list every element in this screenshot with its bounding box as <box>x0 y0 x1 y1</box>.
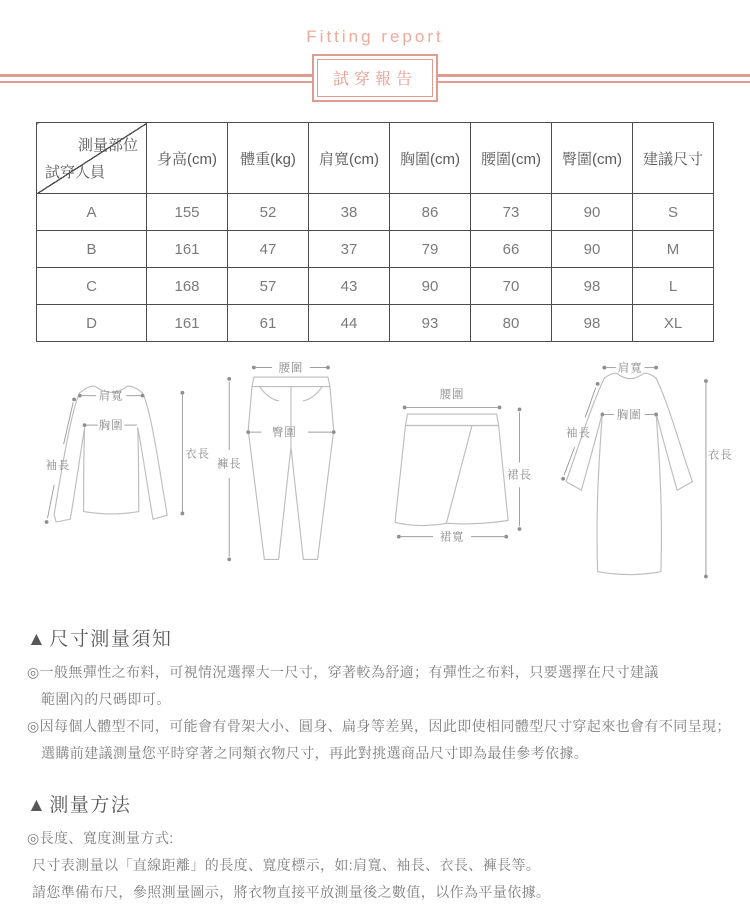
note-line: 選購前建議測量您平時穿著之同類衣物尺寸，再此對挑選商品尺寸即為最佳參考依據。 <box>41 745 589 761</box>
title-box <box>312 54 438 102</box>
method-notes-title: 測量方法 <box>49 795 132 816</box>
cell-hip: 98 <box>552 305 633 342</box>
cell-waist: 80 <box>471 305 552 342</box>
cell-size: M <box>633 231 714 268</box>
note-line: ◎一般無彈性之布料，可視情況選擇大一尺寸，穿著較為舒適；有彈性之布料，只要選擇在尺寸建議 <box>27 664 659 680</box>
col-header-weight: 體重(kg) <box>228 123 309 194</box>
cell-weight: 52 <box>228 194 309 231</box>
label-shoulder-width: 肩寬 <box>617 362 643 375</box>
cell-waist: 73 <box>471 194 552 231</box>
cell-chest: 79 <box>390 231 471 268</box>
label-sleeve: 袖長 <box>45 459 71 472</box>
cell-shoulder: 38 <box>309 194 390 231</box>
measure-marks <box>217 361 336 561</box>
measure-marks <box>397 388 532 544</box>
page-title-en: Fitting report <box>306 27 444 46</box>
skirt-diagram <box>372 378 534 549</box>
label-length: 衣長 <box>707 449 733 462</box>
cell-chest: 90 <box>390 268 471 305</box>
cell-person: C <box>37 268 147 305</box>
label-waist: 腰圍 <box>278 362 304 375</box>
size-notes-title: 尺寸測量須知 <box>49 629 173 650</box>
triangle-icon: ▲ <box>27 795 48 816</box>
note-line: ◎因每個人體型不同，可能會有骨架大小、圓身、扁身等差異，因此即使相同體型尺寸穿起來也會有不同呈現； <box>27 718 731 734</box>
cell-size: XL <box>633 305 714 342</box>
size-notes-section <box>27 624 750 767</box>
cell-height: 168 <box>147 268 228 305</box>
cell-person: D <box>37 305 147 342</box>
pants-diagram <box>214 356 366 570</box>
garment-outline <box>54 386 167 522</box>
cell-person: B <box>37 231 147 268</box>
cell-chest: 93 <box>390 305 471 342</box>
note-line: 尺寸表測量以「直線距離」的長度、寬度標示，如:肩寬、袖長、衣長、褲長等。 <box>32 857 541 873</box>
col-header-height: 身高(cm) <box>147 123 228 194</box>
cell-weight: 57 <box>228 268 309 305</box>
table-row <box>37 194 714 231</box>
label-skirt-length: 裙長 <box>506 469 532 482</box>
cell-height: 161 <box>147 231 228 268</box>
cell-waist: 70 <box>471 268 552 305</box>
note-line: 請您準備布尺，參照測量圖示，將衣物直接平放測量後之數值，以作為平量依據。 <box>32 884 551 900</box>
decor-double-line-left <box>0 74 312 83</box>
decor-double-line-right <box>438 74 750 83</box>
table-row <box>37 305 714 342</box>
method-notes-heading <box>27 790 750 817</box>
method-notes-section <box>27 790 750 906</box>
table-row <box>37 268 714 305</box>
cell-size: L <box>633 268 714 305</box>
corner-label-measure-part: 測量部位 <box>77 137 138 154</box>
label-waist: 腰圍 <box>439 388 465 401</box>
cell-hip: 90 <box>552 194 633 231</box>
label-sleeve: 袖長 <box>565 427 591 440</box>
triangle-icon: ▲ <box>27 629 48 650</box>
title-banner <box>0 54 750 102</box>
measure-marks <box>45 388 210 523</box>
table-header-row <box>37 123 714 194</box>
page-header <box>0 0 750 102</box>
table-corner-cell <box>37 123 147 194</box>
label-chest: 胸圍 <box>98 419 124 432</box>
label-hip: 臀圍 <box>272 426 297 439</box>
method-notes-body <box>27 825 750 906</box>
garment-outline <box>249 377 335 559</box>
size-table <box>36 122 714 342</box>
garment-outline <box>566 373 693 574</box>
note-line: 範圍內的尺碼即可。 <box>41 691 171 707</box>
table-row <box>37 231 714 268</box>
col-header-size: 建議尺寸 <box>633 123 714 194</box>
label-length: 衣長 <box>185 448 210 461</box>
col-header-chest: 胸圍(cm) <box>390 123 471 194</box>
cell-weight: 47 <box>228 231 309 268</box>
label-skirt-width: 裙寬 <box>439 531 465 544</box>
col-header-hip: 臀圍(cm) <box>552 123 633 194</box>
measure-diagrams <box>19 356 731 598</box>
cell-chest: 86 <box>390 194 471 231</box>
garment-outline <box>395 414 508 525</box>
cell-height: 155 <box>147 194 228 231</box>
label-chest: 胸圍 <box>616 409 642 422</box>
cell-shoulder: 43 <box>309 268 390 305</box>
cell-shoulder: 37 <box>309 231 390 268</box>
note-line: ◎長度、寬度測量方式: <box>27 830 174 846</box>
cell-person: A <box>37 194 147 231</box>
size-notes-body <box>27 659 750 767</box>
col-header-shoulder: 肩寬(cm) <box>309 123 390 194</box>
cell-hip: 90 <box>552 231 633 268</box>
label-pants-length: 褲長 <box>217 458 242 471</box>
corner-label-fitter: 試穿人員 <box>45 164 106 181</box>
dress-diagram <box>539 358 731 588</box>
col-header-waist: 腰圍(cm) <box>471 123 552 194</box>
page-title-zh: 試穿報告 <box>317 59 433 97</box>
size-notes-heading <box>27 624 750 651</box>
shirt-diagram <box>19 370 209 541</box>
cell-waist: 66 <box>471 231 552 268</box>
cell-hip: 98 <box>552 268 633 305</box>
label-shoulder-width: 肩寬 <box>98 390 124 403</box>
cell-height: 161 <box>147 305 228 342</box>
cell-weight: 61 <box>228 305 309 342</box>
cell-shoulder: 44 <box>309 305 390 342</box>
cell-size: S <box>633 194 714 231</box>
